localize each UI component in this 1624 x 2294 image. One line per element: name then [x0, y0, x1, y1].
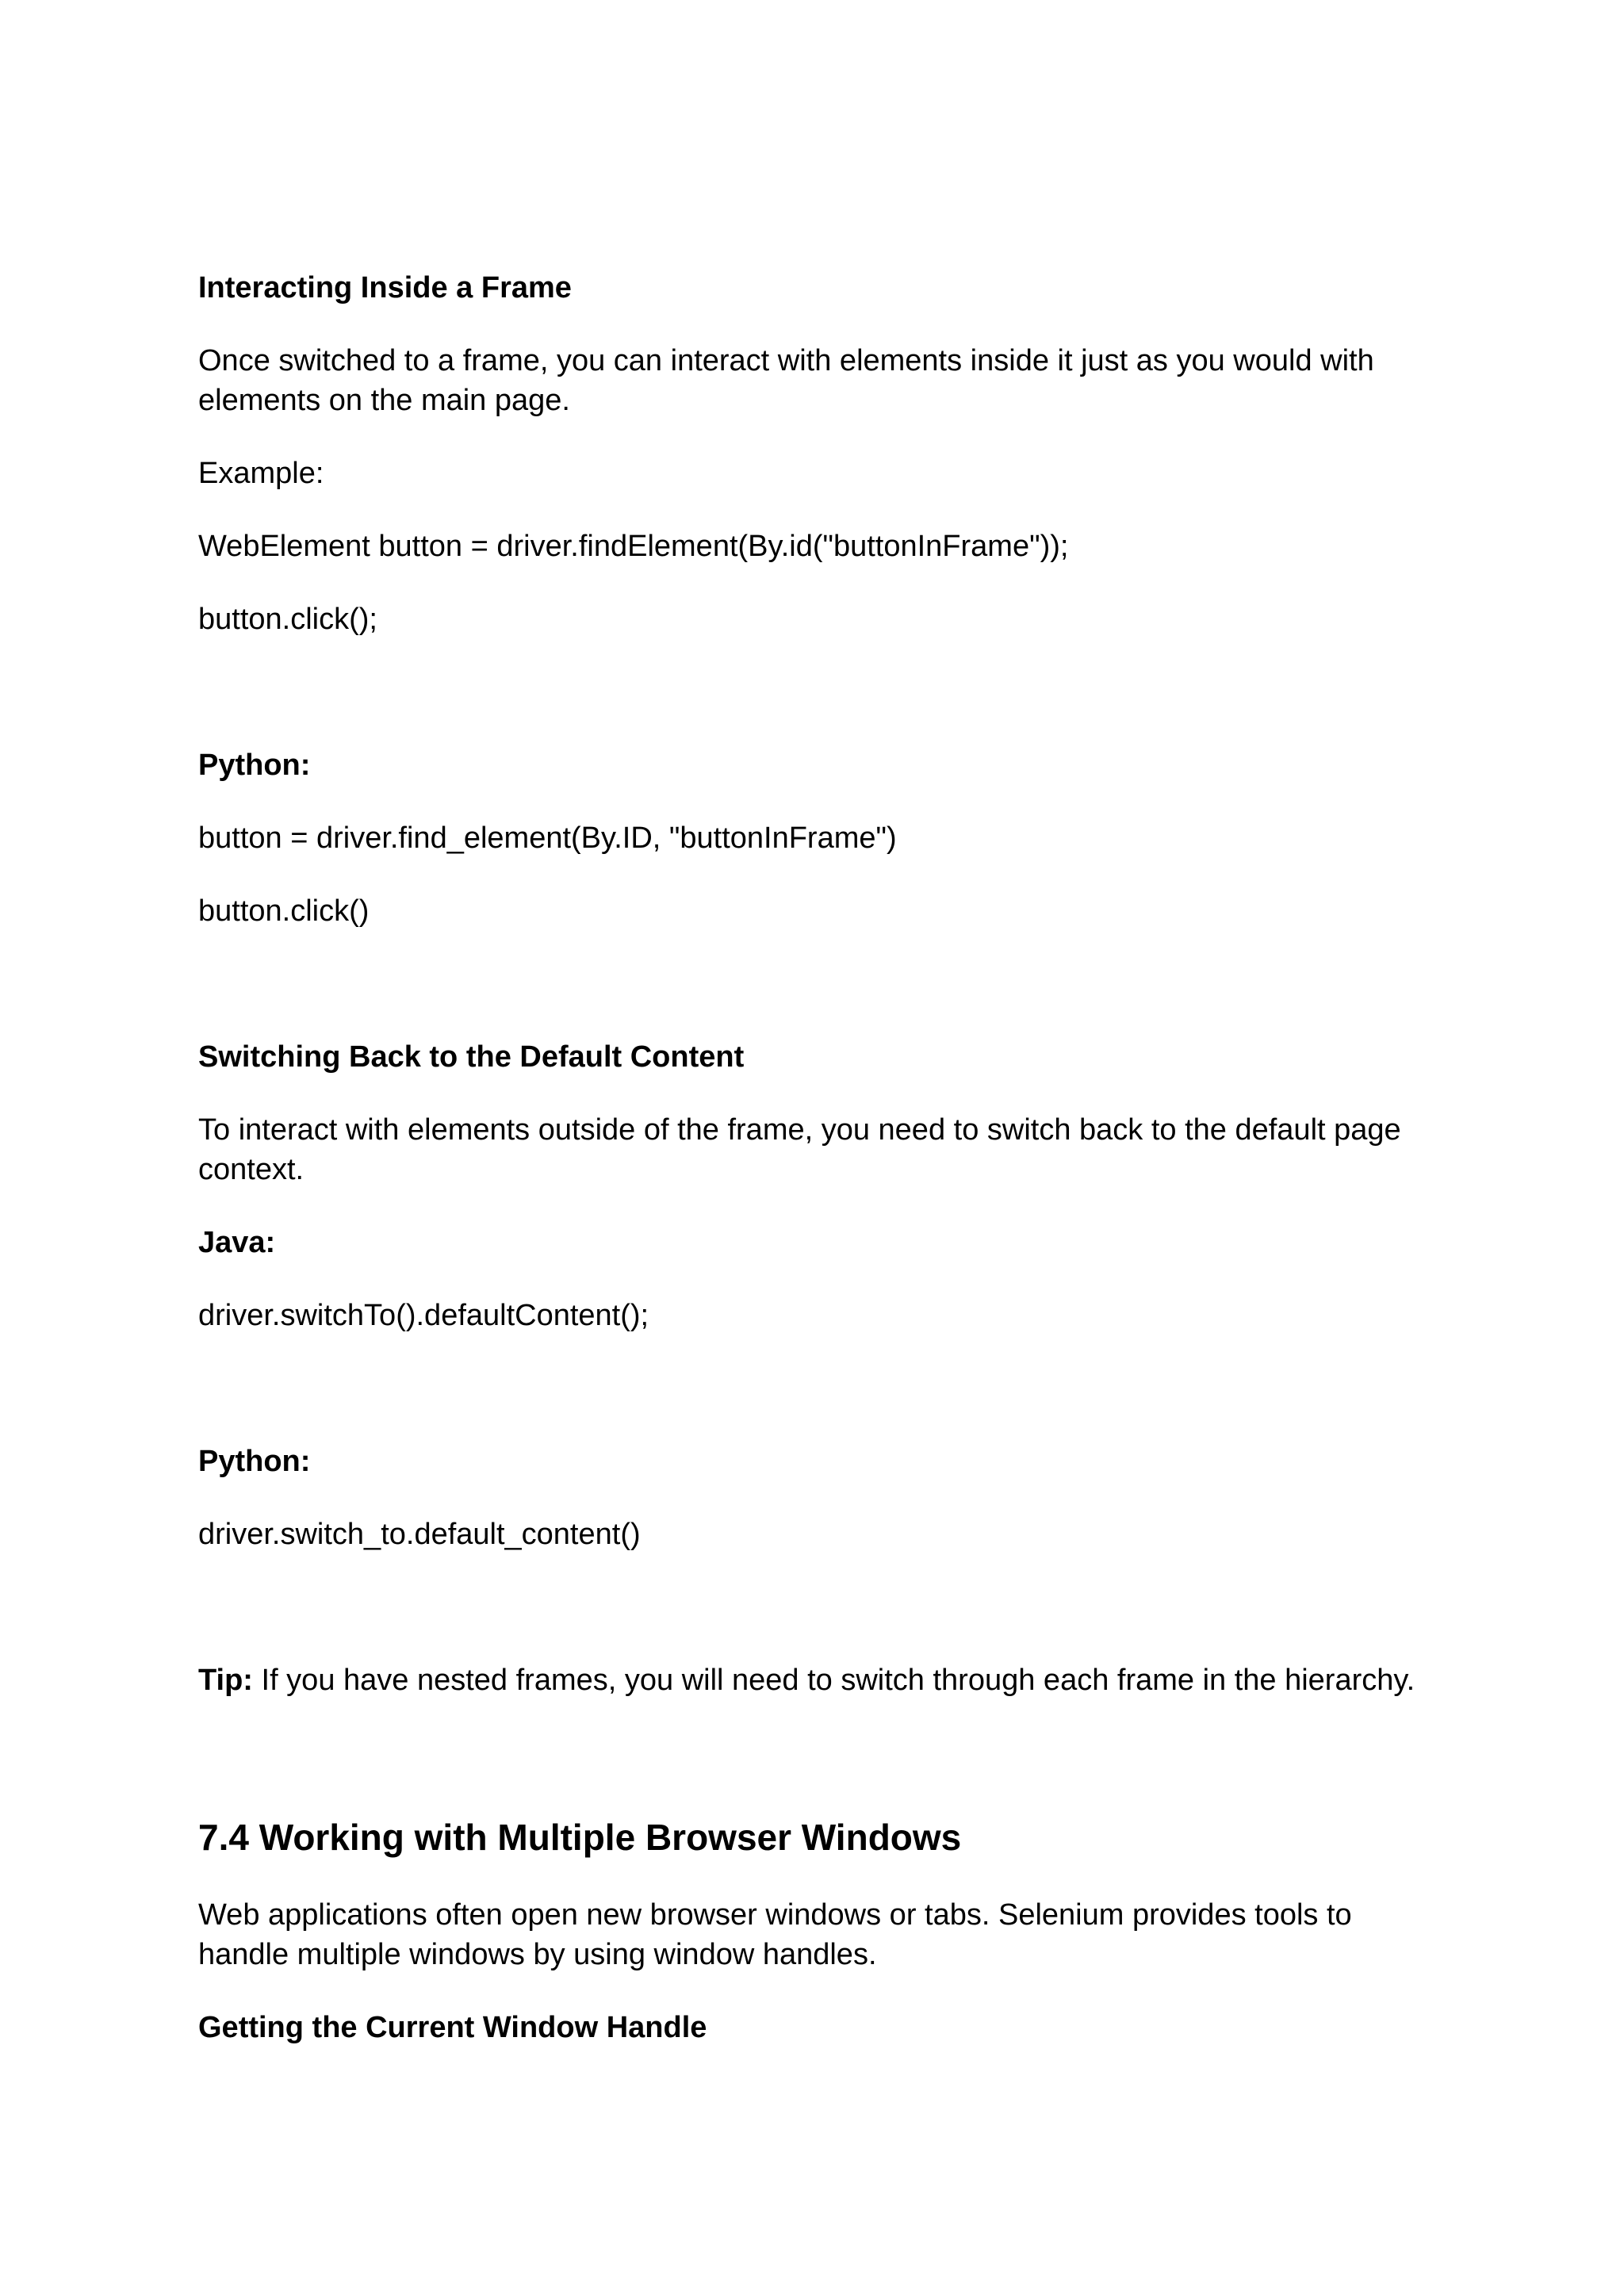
python-label: Python:: [198, 1445, 311, 1478]
paragraph-line: handle multiple windows by using window handles.: [198, 1938, 877, 1971]
python-code-line: button.click(): [198, 894, 370, 928]
python-code-line: driver.switch_to.default_content(): [198, 1518, 641, 1551]
java-code-line: button.click();: [198, 603, 377, 636]
paragraph-line: Web applications often open new browser windows or tabs. Selenium provides tools to: [198, 1898, 1352, 1932]
java-code-line: driver.switchTo().defaultContent();: [198, 1299, 649, 1332]
tip-text: If you have nested frames, you will need to switch through each frame in the hierarchy.: [252, 1664, 1415, 1697]
paragraph-line: context.: [198, 1153, 304, 1186]
section-heading-multiple-windows: 7.4 Working with Multiple Browser Windows: [198, 1817, 962, 1858]
paragraph-line: Once switched to a frame, you can interact with elements inside it just as you would with: [198, 344, 1374, 377]
tip-paragraph: [198, 1660, 1415, 1700]
java-label: Java:: [198, 1226, 276, 1259]
paragraph-line: To interact with elements outside of the frame, you need to switch back to the default page: [198, 1113, 1401, 1147]
example-label: Example:: [198, 457, 324, 490]
tip-label: Tip:: [198, 1664, 253, 1697]
python-code-line: button = driver.find_element(By.ID, "buttonInFrame"): [198, 821, 897, 855]
subheading-current-window-handle: Getting the Current Window Handle: [198, 2011, 707, 2044]
paragraph-line: elements on the main page.: [198, 384, 570, 417]
section-heading-interacting-inside-frame: Interacting Inside a Frame: [198, 271, 572, 304]
java-code-line: WebElement button = driver.findElement(By.id("buttonInFrame"));: [198, 530, 1069, 563]
python-label: Python:: [198, 749, 311, 782]
section-heading-switching-back: Switching Back to the Default Content: [198, 1040, 745, 1074]
